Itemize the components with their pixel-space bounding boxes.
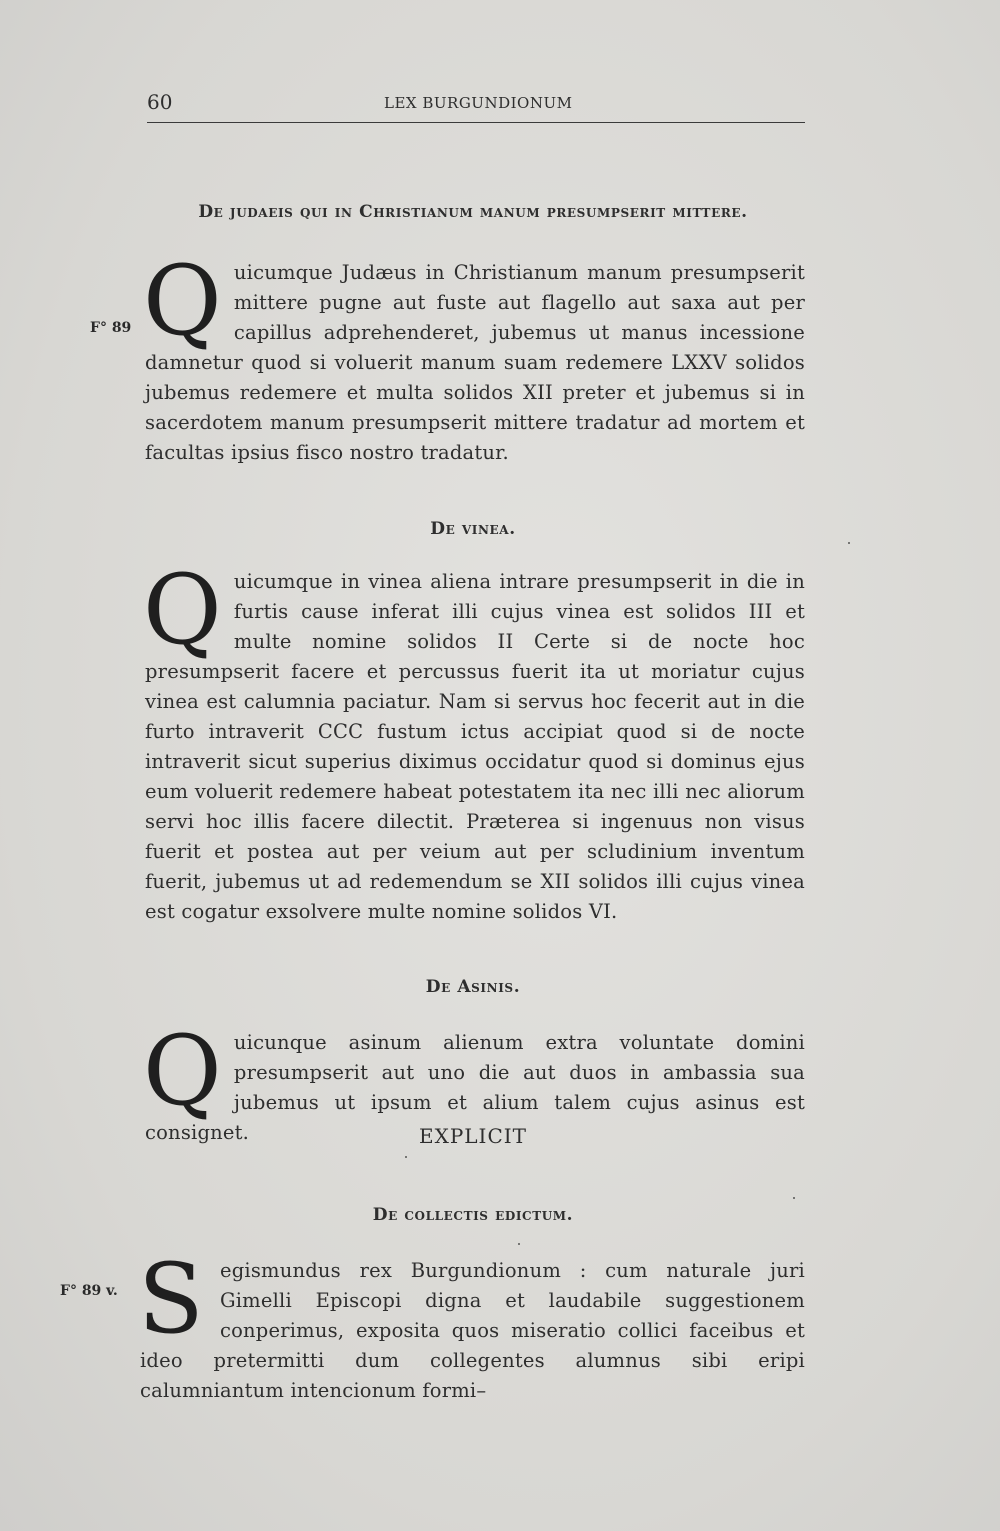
paragraph-vinea [143, 554, 805, 927]
page-number: 60 [147, 90, 173, 114]
paper-speck [848, 542, 850, 544]
paragraph-text: uicunque asinum alienum extra voluntate domini presumpserit aut uno die aut duos in ambassia sua jubemus ut ipsum et alium talem cujus asinus est consignet. [145, 1031, 805, 1144]
paragraph-text: uicumque in vinea aliena intrare presumpserit in die in furtis cause inferat illi cujus vinea est solidos III et multe nomine solidos II Certe si de nocte hoc presumpserit facere et percussus fuerit ita ut moriatur cujus vinea est calumnia paciatur. Nam si servus hoc fecerit aut in die furto intraverit CCC fustum ictus accipiat quod si de nocte intraverit sicut superius diximus occidatur quod si dominus ejus eum voluerit redemere habeat potestatem ita nec illi nec aliorum servi hoc illis facere dilectit. Præterea si ingenuus non visus fuerit et postea aut per veium aut per scludinium inventum fuerit, jubemus ut ad redemendum se XII solidos illi cujus vinea est cogatur exsolvere multe nomine solidos VI. [145, 570, 805, 923]
paragraph-edictum [138, 1243, 805, 1406]
header-rule [147, 122, 805, 123]
paragraph-judaeis [143, 245, 805, 468]
paragraph-text: uicumque Judæus in Christianum manum presumpserit mittere pugne aut fuste aut flagello aut saxa aut per capillus adprehenderet, jubemus ut manus incessione damnetur quod si voluerit manum suam redemere LXXV solidos jubemus redemere et multa solidos XII preter et jubemus si in sacerdotem manum presumpserit mittere tradatur ad mortem et facultas ipsius fisco nostro tradatur. [145, 261, 805, 464]
running-head [147, 90, 805, 130]
paper-speck [793, 1197, 795, 1199]
paper-speck [518, 1243, 520, 1245]
section-heading-judaeis: De judaeis qui in Christianum manum presumpserit mittere. [198, 202, 748, 222]
section-heading-vinea: De vinea. [430, 519, 516, 539]
explicit-label: EXPLICIT [418, 1124, 528, 1148]
drop-cap-q: Q [143, 245, 222, 357]
section-heading-edictum: De collectis edictum. [372, 1205, 574, 1225]
running-title: LEX BURGUNDIONUM [384, 94, 573, 112]
drop-cap-q: Q [143, 554, 222, 666]
paper-speck [405, 1156, 407, 1158]
folio-note-89: F° 89 [90, 320, 132, 336]
folio-note-89v: F° 89 v. [60, 1283, 118, 1299]
drop-cap-s: S [138, 1243, 204, 1355]
drop-cap-q: Q [143, 1015, 222, 1127]
paragraph-text: egismundus rex Burgundionum : cum naturale juri Gimelli Episcopi digna et laudabile suggestionem conperimus, exposita quos miseratio collici faceibus et ideo pretermitti dum collegentes alumnus sibi eripi calumniantum intencionum formi– [140, 1259, 805, 1402]
section-heading-asinis: De Asinis. [425, 977, 521, 997]
